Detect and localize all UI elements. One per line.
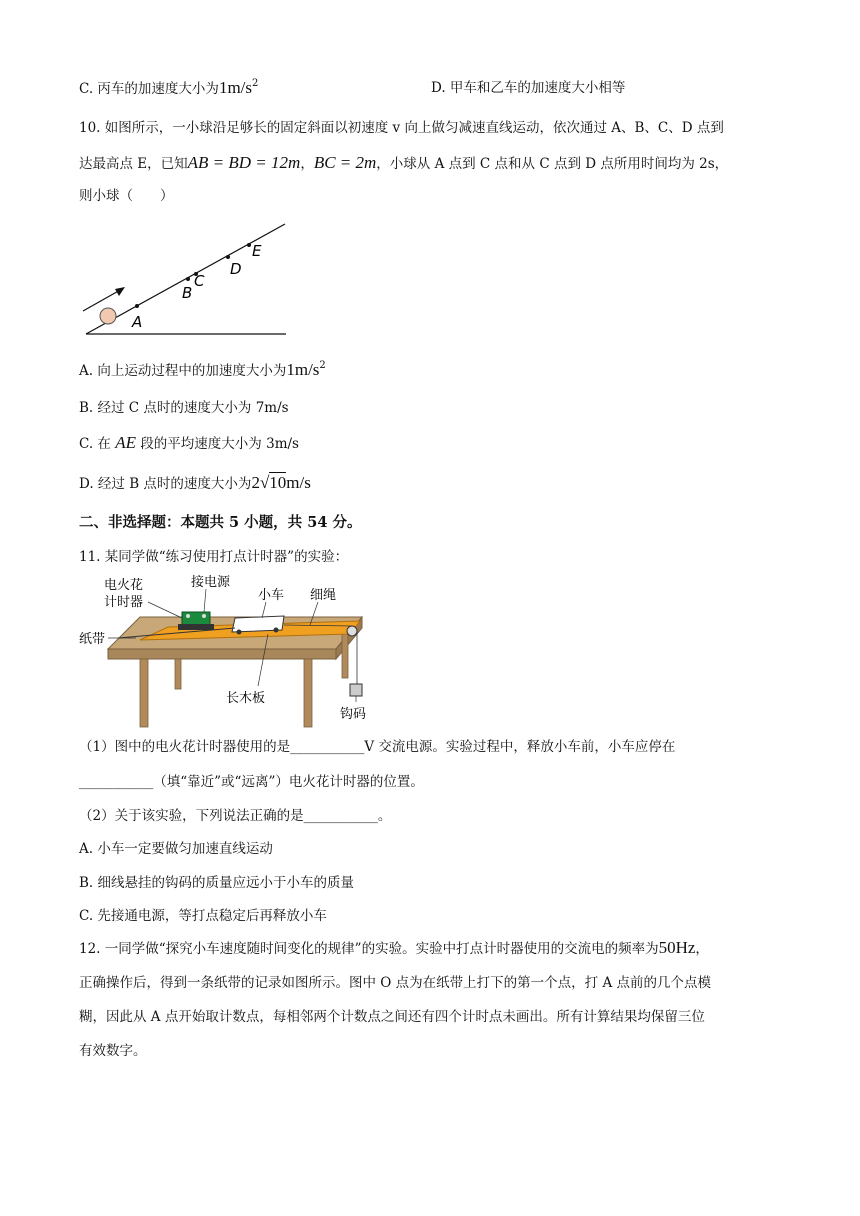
q10-option-c: C. 在 AE 段的平均速度大小为 3m/s xyxy=(79,433,299,452)
label-a: A xyxy=(132,313,143,331)
label-tape: 纸带 xyxy=(79,632,106,647)
q10-option-d: D. 经过 B 点时的速度大小为2√10m/s xyxy=(79,473,311,492)
q11-option-b: B. 细线悬挂的钩码的质量应远小于小车的质量 xyxy=(79,875,355,891)
label-timer-1: 电火花 xyxy=(104,578,144,593)
q10-option-b: B. 经过 C 点时的速度大小为 7m/s xyxy=(79,400,289,416)
q12-line3: 糊，因此从 A 点开始取计数点，每相邻两个计数点之间还有四个计时点未画出。所有计算结果均保留三位 xyxy=(79,1009,705,1025)
q10-incline-figure xyxy=(78,218,298,340)
label-timer-2: 计时器 xyxy=(104,595,144,610)
q11-stem: 11. 某同学做“练习使用打点计时器”的实验： xyxy=(79,549,349,565)
q9-option-d: D. 甲车和乙车的加速度大小相等 xyxy=(431,80,626,96)
q9-option-c: C. 丙车的加速度大小为$1m/s^2$ xyxy=(79,78,259,97)
q10-stem-line1: 10. 如图所示，一小球沿足够长的固定斜面以初速度 v 向上做匀减速直线运动，依次通过 A、B、C、D 点到 xyxy=(79,120,724,136)
q10-stem-line3: 则小球（ ） xyxy=(79,188,174,204)
label-board: 长木板 xyxy=(226,691,266,706)
q12-line4: 有效数字。 xyxy=(79,1043,147,1059)
q12-line2: 正确操作后，得到一条纸带的记录如图所示。图中 O 点为在纸带上打下的第一个点，打 A 点前的几个点模 xyxy=(79,975,711,991)
q11-part1-line2: ___________（填“靠近”或“远离”）电火花计时器的位置。 xyxy=(79,774,424,790)
section-2-heading: 二、非选择题：本题共 5 小题，共 54 分。 xyxy=(79,514,362,531)
label-weight: 钩码 xyxy=(340,707,367,722)
label-c: C xyxy=(194,272,205,290)
q10-option-a: A. 向上运动过程中的加速度大小为$1m/s^2$ xyxy=(79,360,326,379)
q12-line1: 12. 一同学做“探究小车速度随时间变化的规律”的实验。实验中打点计时器使用的交流电的频率为50Hz， xyxy=(79,938,709,957)
label-cart: 小车 xyxy=(258,588,285,603)
label-power: 接电源 xyxy=(191,575,231,590)
q10-stem-line2: 达最高点 E，已知AB = BD = 12m，BC = 2m，小球从 A 点到 C 点和从 C 点到 D 点所用时间均为 2s， xyxy=(79,153,729,172)
label-b: B xyxy=(182,284,193,302)
q11-apparatus-figure xyxy=(78,572,378,732)
label-e: E xyxy=(252,242,262,260)
q11-option-a: A. 小车一定要做匀加速直线运动 xyxy=(79,841,273,857)
label-d: D xyxy=(230,260,242,278)
q11-part2: （2）关于该实验，下列说法正确的是___________。 xyxy=(79,808,392,824)
q11-part1-line1: （1）图中的电火花计时器使用的是___________V 交流电源。实验过程中，释放小车前，小车应停在 xyxy=(79,739,676,755)
q11-option-c: C. 先接通电源，等打点稳定后再释放小车 xyxy=(79,908,327,924)
label-rope: 细绳 xyxy=(310,588,337,603)
